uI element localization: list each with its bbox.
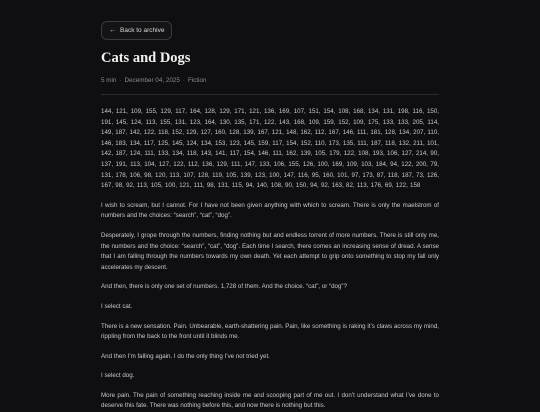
paragraph: I select cat. [101,302,133,310]
paragraph: There is a new sensation. Pain. Unbearable, earth-shattering pain. Pain, like something is raking it’s claws across my mind, rippling from the back to the front until it blinds me. [101,322,439,341]
paragraph: More pain. The pain of something reaching inside me and scooping part of me out. I don’t understand what I’ve done to deserve this fate. There was nothing before this, and now there is nothing but this. [101,391,439,410]
paragraph: I wish to scream, but I cannot. For I have not been given anything with which to scream. There is only the maelstrom of numbers and the choices: “search”, “cat”, “dog”. [101,201,439,220]
number-block: 144, 121, 109, 155, 129, 117, 164, 128, 129, 171, 121, 136, 169, 107, 151, 154, 108, 168, 134, 131, 198, 116, 150, 191, 145, 124, 113, 155, 131, 123, 164, 130, 135, 171, 122, 143, 168, 109, 159, 152, 109, 175, 133, 133, 205, 114, 149, 187, 142, 122, 118, 152, 129, 127, 160, 128, 139, 167, 121, 148, 162, 112, 167, 146, 111, 181, 128, 134, 207, 110, 146, 183, 134, 117, 125, 145, 124, 134, 153, 123, 145, 159, 117, 154, 152, 110, 173, 135, 111, 187, 118, 132, 211, 101, 142, 187, 124, 111, 133, 134, 118, 143, 141, 117, 154, 146, 111, 162, 139, 105, 179, 122, 108, 193, 106, 127, 214, 90, 137, 191, 113, 104, 127, 122, 112, 136, 129, 111, 147, 133, 106, 155, 126, 100, 169, 109, 103, 184, 94, 122, 200, 79, 131, 178, 106, 98, 120, 113, 107, 128, 119, 105, 139, 123, 100, 147, 116, 95, 160, 101, 97, 173, 87, 118, 187, 73, 126, 167, 98, 92, 113, 105, 100, 121, 111, 98, 131, 115, 94, 140, 108, 90, 150, 94, 92, 163, 82, 113, 176, 69, 122, 158 [101,108,439,190]
post-date: December 04, 2025 [124,77,180,84]
paragraph: Desperately, I grope through the numbers, finding nothing but and endless torrent of more numbers. There is still only me, the numbers and the choice: “search”, “cat”, “dog”. Each time I search, there comes an increasing sense of dread. A sense that I am falling through the numbers towards my own death. Yet each attempt to grip onto something to stop my fall only accelerates my descent. [101,231,439,271]
read-time: 5 min [101,77,117,84]
post-title: Cats and Dogs [101,50,191,66]
post-meta [101,77,439,84]
post-category[interactable]: Fiction [187,77,207,84]
paragraph: I select dog. [101,372,135,380]
meta-separator: · [182,77,185,84]
paragraph: And then, there is only one set of numbers. 1,728 of them. And the choice. “cat”, or “dog”? [101,283,347,291]
back-button-label: Back to archive [120,27,165,34]
divider [101,94,439,95]
post-content [101,107,439,412]
arrow-left-icon: ← [109,27,116,34]
meta-separator: · [119,77,122,84]
paragraph: And then I’m falling again. I do the only thing I’ve not tried yet. [101,352,270,360]
back-to-archive-button[interactable] [101,21,172,40]
